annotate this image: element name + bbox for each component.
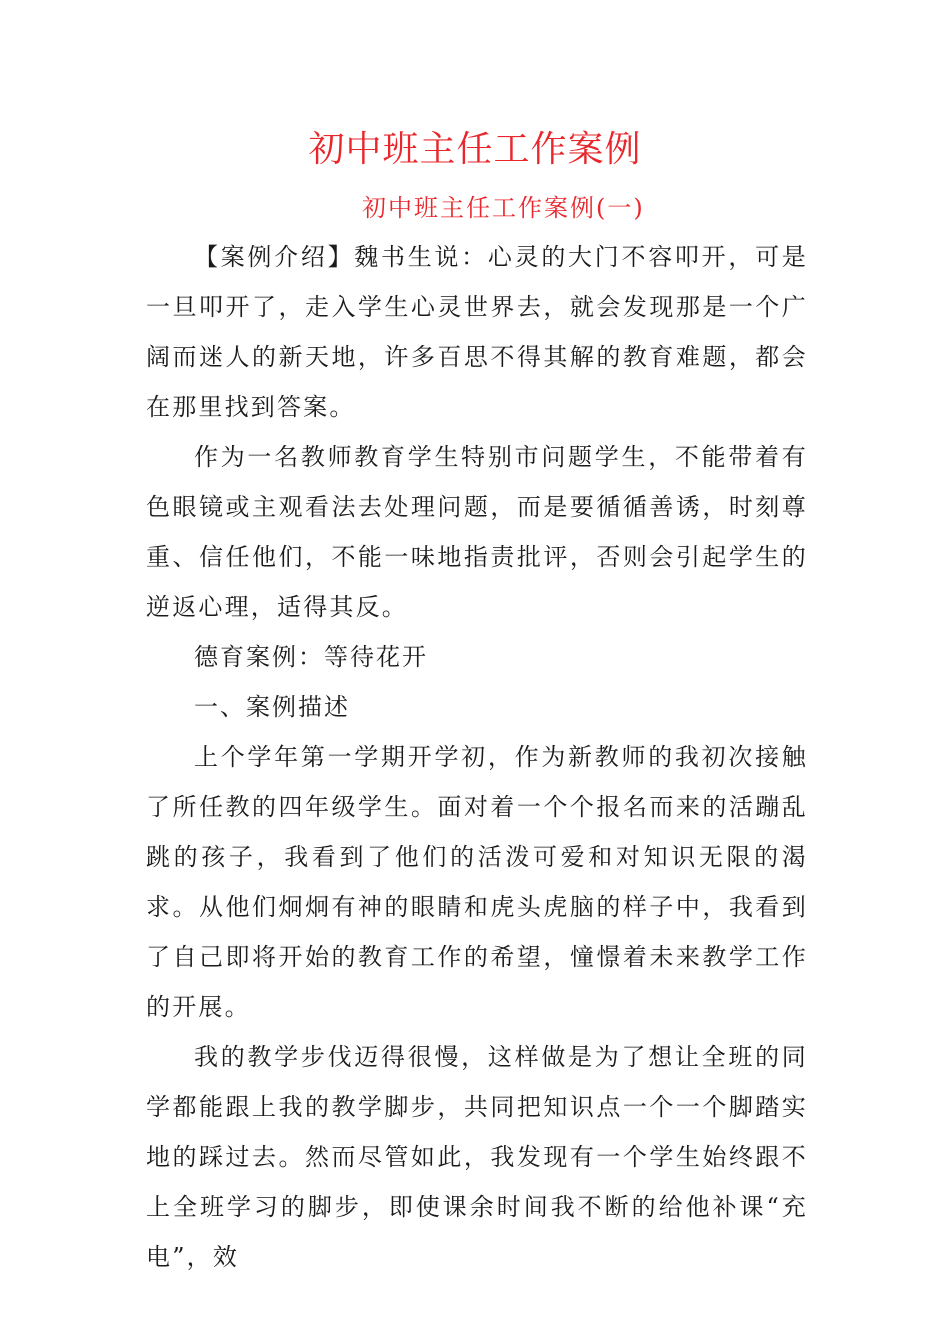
paragraph-section-heading: 一、案例描述: [194, 693, 350, 721]
document-title: 初中班主任工作案例: [308, 129, 642, 170]
document-subtitle: 初中班主任工作案例(一): [362, 194, 645, 222]
paragraph-case-intro: 【案例介绍】魏书生说：心灵的大门不容叩开，可是一旦叩开了，走入学生心灵世界去，就会发现那是一个广阔而迷人的新天地，许多百思不得其解的教育难题，都会在那里找到答案。: [146, 243, 808, 421]
paragraph-case-heading: 德育案例：等待花开: [194, 643, 428, 671]
paragraph-case-description: 上个学年第一学期开学初，作为新教师的我初次接触了所任教的四年级学生。面对着一个个报名而来的活蹦乱跳的孩子，我看到了他们的活泼可爱和对知识无限的渴求。从他们炯炯有神的眼睛和虎头虎脑的样子中，我看到了自己即将开始的教育工作的希望，憧憬着未来教学工作的开展。: [146, 743, 808, 1021]
document-body: [146, 232, 808, 1282]
paragraph-teacher-approach: 作为一名教师教育学生特别市问题学生，不能带着有色眼镜或主观看法去处理问题，而是要循循善诱，时刻尊重、信任他们，不能一味地指责批评，否则会引起学生的逆返心理，适得其反。: [146, 443, 808, 621]
paragraph-teaching-pace: 我的教学步伐迈得很慢，这样做是为了想让全班的同学都能跟上我的教学脚步，共同把知识点一个一个脚踏实地的踩过去。然而尽管如此，我发现有一个学生始终跟不上全班学习的脚步，即使课余时间我不断的给他补课“充电”，效: [146, 1043, 808, 1271]
